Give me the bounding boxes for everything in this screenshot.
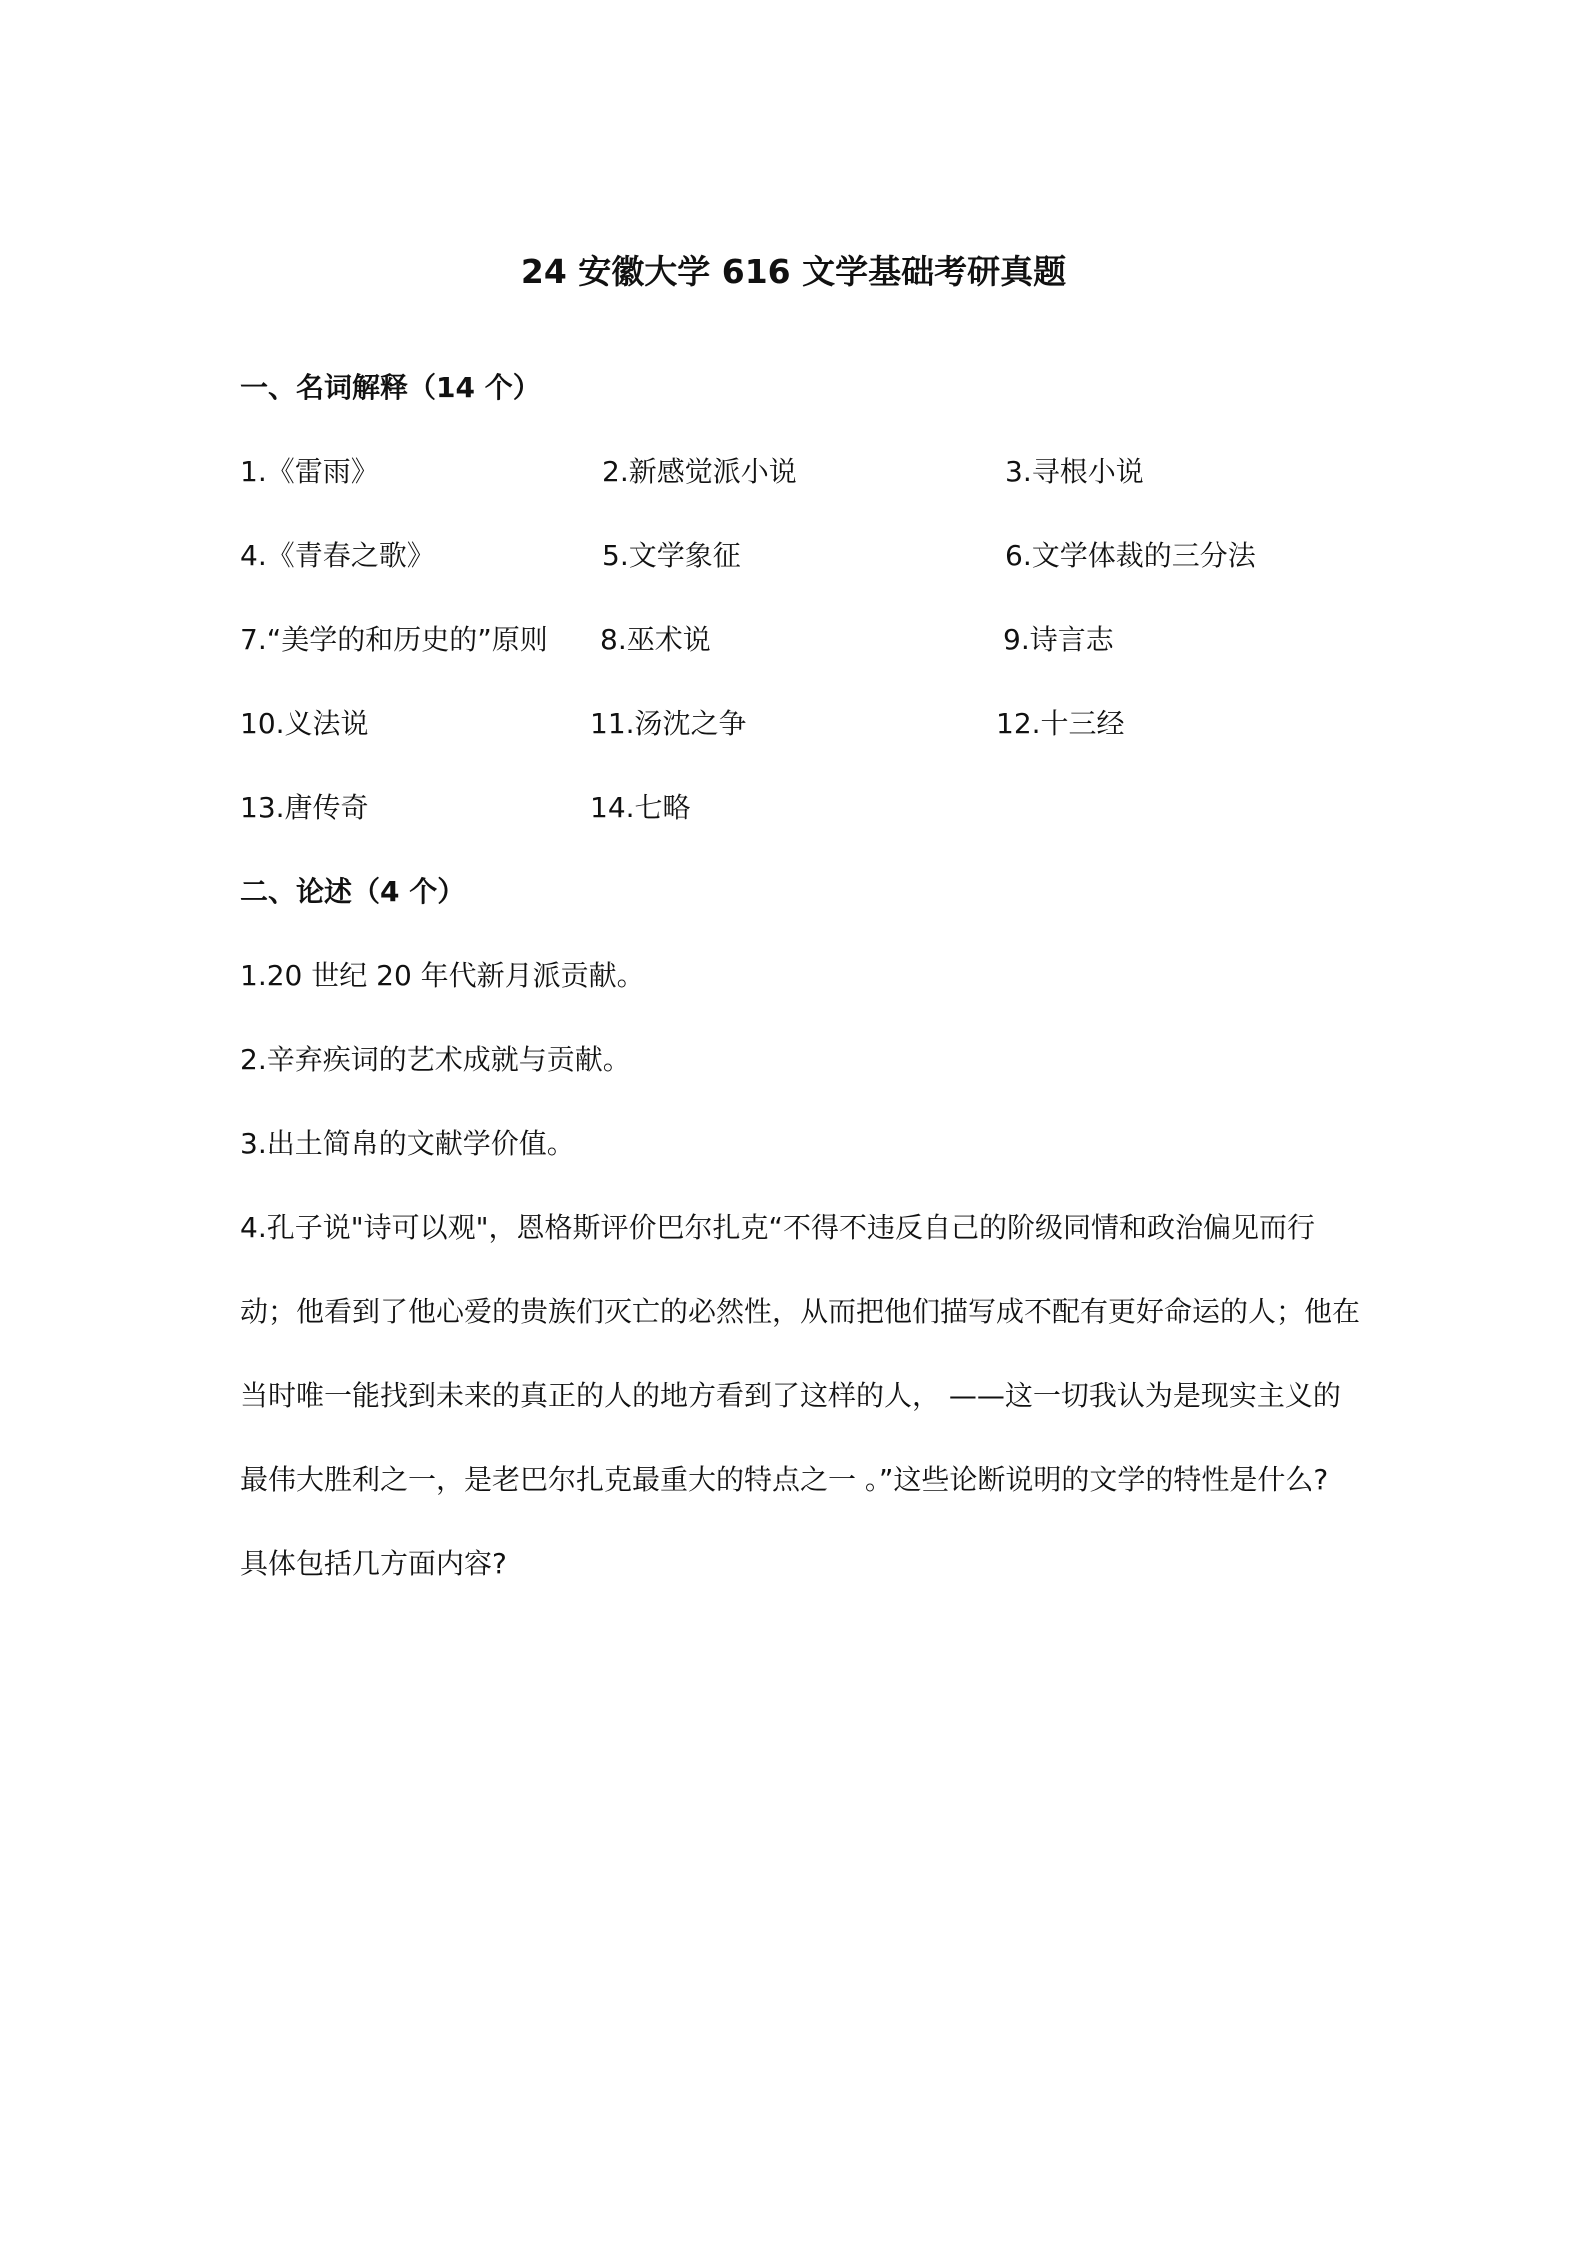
term-item: 7.“美学的和历史的”原则 xyxy=(240,623,548,656)
term-item: 2.新感觉派小说 xyxy=(602,455,797,488)
term-item: 5.文学象征 xyxy=(602,539,741,572)
term-item: 6.文学体裁的三分法 xyxy=(1005,539,1256,572)
essay-question-4-line: 4.孔子说"诗可以观"，恩格斯评价巴尔扎克“不得不违反自己的阶级同情和政治偏见而行 xyxy=(240,1211,1315,1244)
section-heading-essays: 二、论述（4 个） xyxy=(240,875,466,908)
essay-question-3: 3.出土简帛的文献学价值。 xyxy=(240,1127,575,1160)
essay-question-4-line: 动；他看到了他心爱的贵族们灭亡的必然性，从而把他们描写成不配有更好命运的人；他在 xyxy=(240,1295,1361,1328)
essay-question-4-line: 最伟大胜利之一，是老巴尔扎克最重大的特点之一 。”这些论断说明的文学的特性是什么? xyxy=(240,1463,1329,1496)
term-item: 12.十三经 xyxy=(996,707,1125,740)
term-item: 1.《雷雨》 xyxy=(240,455,379,488)
term-item: 13.唐传奇 xyxy=(240,791,369,824)
essay-question-4-line: 具体包括几方面内容? xyxy=(240,1547,507,1580)
term-item: 3.寻根小说 xyxy=(1005,455,1144,488)
document-title: 24 安徽大学 616 文学基础考研真题 xyxy=(520,252,1067,291)
essay-question-2: 2.辛弃疾词的艺术成就与贡献。 xyxy=(240,1043,631,1076)
essay-question-1: 1.20 世纪 20 年代新月派贡献。 xyxy=(240,959,645,992)
term-item: 4.《青春之歌》 xyxy=(240,539,435,572)
term-item: 11.汤沈之争 xyxy=(590,707,747,740)
term-item: 14.七略 xyxy=(590,791,691,824)
section-heading-terms: 一、名词解释（14 个） xyxy=(240,371,541,404)
term-item: 10.义法说 xyxy=(240,707,369,740)
essay-question-4-line: 当时唯一能找到未来的真正的人的地方看到了这样的人， ——这一切我认为是现实主义的 xyxy=(240,1379,1341,1412)
term-item: 8.巫术说 xyxy=(600,623,711,656)
term-item: 9.诗言志 xyxy=(1003,623,1114,656)
